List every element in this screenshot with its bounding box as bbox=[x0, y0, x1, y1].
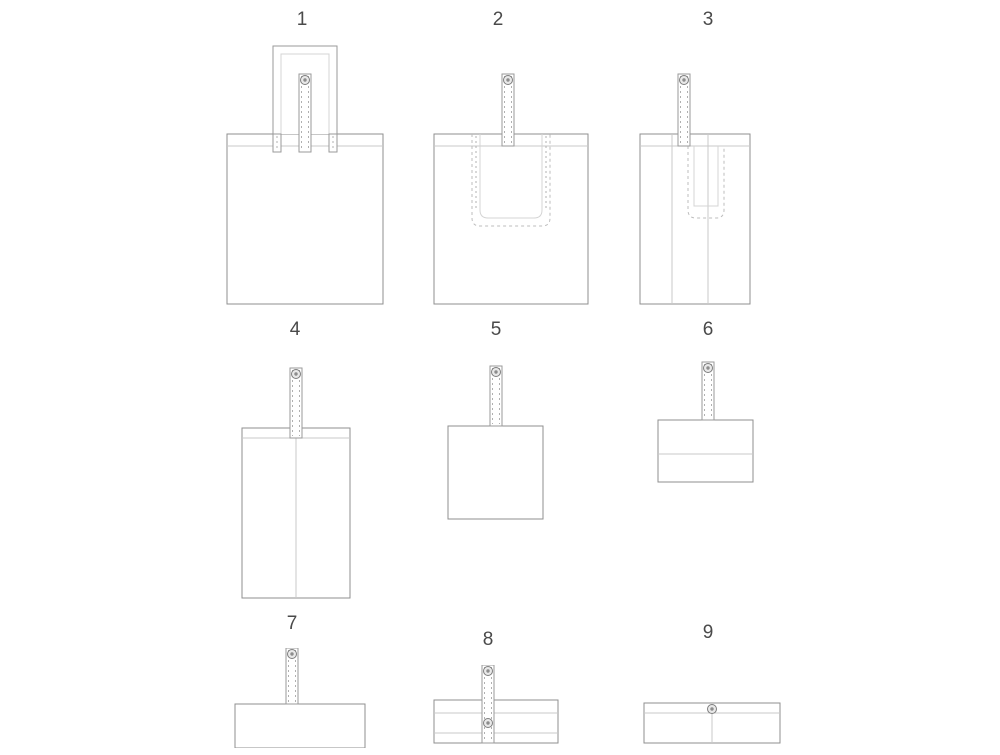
step-7-label: 7 bbox=[286, 613, 298, 634]
step-4-label: 4 bbox=[289, 319, 301, 340]
snap-icon bbox=[680, 76, 689, 85]
step-6-figure bbox=[640, 358, 780, 498]
snap-icon-closed bbox=[484, 719, 493, 728]
snap-icon bbox=[484, 667, 493, 676]
step-9-label: 9 bbox=[702, 622, 714, 643]
step-2-label: 2 bbox=[492, 9, 504, 30]
step-1-figure bbox=[215, 30, 395, 320]
step-7-figure bbox=[225, 648, 375, 748]
snap-icon bbox=[301, 76, 310, 85]
step-8-label: 8 bbox=[482, 629, 494, 650]
snap-icon bbox=[492, 368, 501, 377]
step-3-figure bbox=[630, 60, 790, 320]
snap-icon bbox=[504, 76, 513, 85]
step-2-figure bbox=[420, 60, 600, 320]
step-3-label: 3 bbox=[702, 9, 714, 30]
step-5-figure bbox=[430, 358, 570, 528]
snap-icon bbox=[704, 364, 713, 373]
snap-icon bbox=[288, 650, 297, 659]
step-9-figure bbox=[630, 695, 790, 755]
step-6-label: 6 bbox=[702, 319, 714, 340]
step-1-label: 1 bbox=[296, 9, 308, 30]
step-8-figure bbox=[420, 665, 570, 755]
snap-icon-closed bbox=[708, 705, 717, 714]
snap-icon bbox=[292, 370, 301, 379]
step-4-figure bbox=[230, 358, 370, 608]
step-5-label: 5 bbox=[490, 319, 502, 340]
